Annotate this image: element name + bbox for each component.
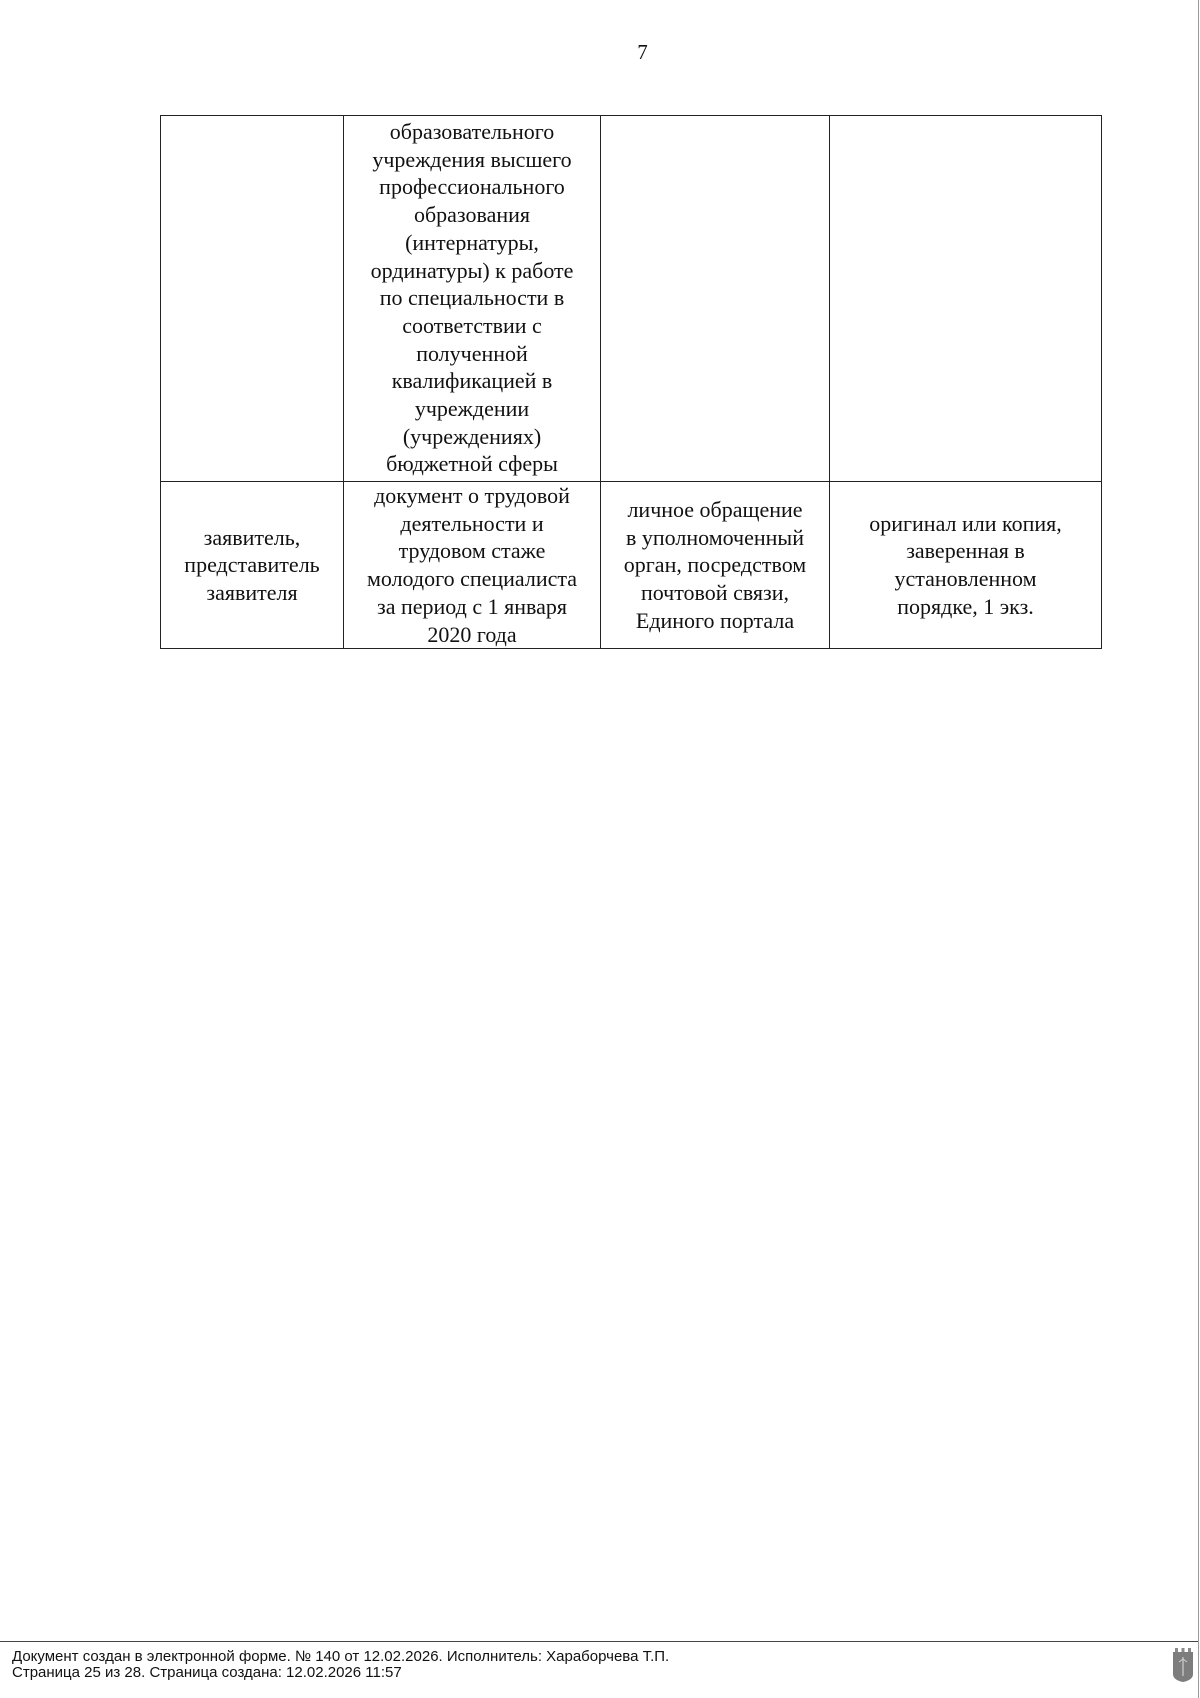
table-row: [161, 116, 1102, 482]
table-row: [161, 482, 1102, 649]
table-cell: [161, 116, 344, 482]
table-cell: заявитель, представитель заявителя: [161, 482, 344, 649]
page-number: 7: [637, 40, 648, 64]
table-cell: личное обращение в уполномоченный орган, посредством почтовой связи, Единого портала: [601, 482, 830, 649]
document-table: [160, 115, 1102, 649]
table-cell: документ о трудовой деятельности и трудовом стаже молодого специалиста за период с 1 января 2020 года: [344, 482, 601, 649]
footer-divider: [0, 1641, 1198, 1642]
page-edge: [1198, 0, 1199, 1698]
coat-of-arms-icon: [1172, 1648, 1194, 1682]
table-cell: [601, 116, 830, 482]
footer: [12, 1649, 669, 1681]
footer-line-page-info: Страница 25 из 28. Страница создана: 12.02.2026 11:57: [12, 1664, 402, 1681]
table-cell: образовательного учреждения высшего профессионального образования (интернатуры, ординатуры) к работе по специальности в соответствии с полученной квалификацией в учреждении (учреждениях) бюджетной сферы: [344, 116, 601, 482]
table-cell: [830, 116, 1102, 482]
table-cell: оригинал или копия, заверенная в установленном порядке, 1 экз.: [830, 482, 1102, 649]
footer-line-document-info: Документ создан в электронной форме. № 140 от 12.02.2026. Исполнитель: Хараборчева Т.П.: [12, 1648, 670, 1665]
